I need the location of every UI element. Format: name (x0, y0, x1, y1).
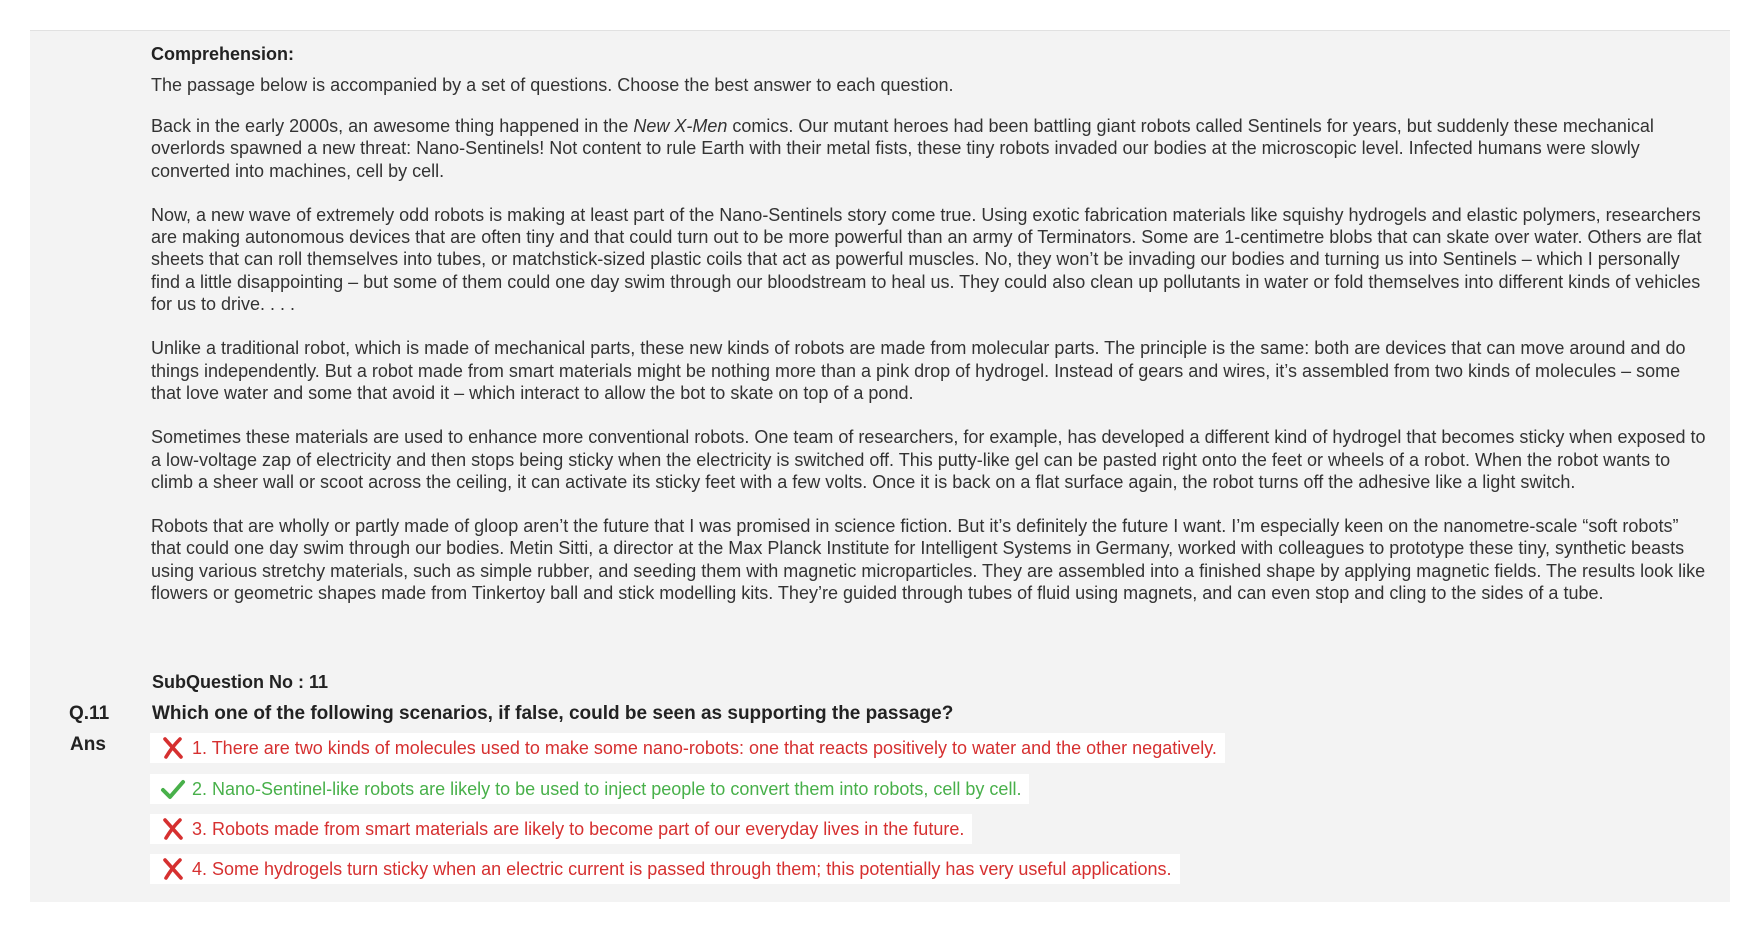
passage-instructions: The passage below is accompanied by a set of questions. Choose the best answer to each question. (151, 75, 954, 95)
comprehension-heading: Comprehension: (151, 44, 295, 64)
comic-title: New X-Men (633, 116, 728, 136)
question-text: Which one of the following scenarios, if false, could be seen as supporting the passage? (152, 703, 954, 724)
cross-icon (160, 816, 186, 842)
cross-icon (160, 856, 186, 882)
answer-option-text: 3. Robots made from smart materials are likely to become part of our everyday lives in the future. (192, 818, 965, 839)
answer-label: Ans (70, 734, 106, 755)
answer-option-2[interactable] (150, 774, 1029, 804)
answer-option-text: 1. There are two kinds of molecules used to make some nano-robots: one that reacts positively to water and the other negatively. (192, 737, 1217, 758)
answer-option-text: 4. Some hydrogels turn sticky when an electric current is passed through them; this potentially has very useful applications. (192, 858, 1172, 879)
answer-option-1[interactable] (150, 733, 1225, 763)
passage-paragraph-5: Robots that are wholly or partly made of gloop aren’t the future that I was promised in science fiction. But it’s definitely the future I want. I’m especially keen on the nanometre-scale “soft robots” that could one day swim through our bodies. Metin Sitti, a director at the Max Planck Institute for Intelligent Systems in Germany, worked with colleagues to prototype these tiny, synthetic beasts using various stretchy materials, such as simple rubber, and seeding them with magnetic microparticles. They are assembled into a finished shape by applying magnetic fields. The results look like flowers or geometric shapes made from Tinkertoy ball and stick modelling kits. They’re guided through tubes of fluid using magnets, and can even stop and cling to the sides of a tube. (151, 516, 1706, 604)
passage-paragraph-4: Sometimes these materials are used to enhance more conventional robots. One team of researchers, for example, has developed a different kind of hydrogel that becomes sticky when exposed to a low-voltage zap of electricity and then stops being sticky when the electricity is switched off. This putty-like gel can be pasted right onto the feet or wheels of a robot. When the robot wants to climb a sheer wall or scoot across the ceiling, it can activate its sticky feet with a few volts. Once it is back on a flat surface again, the robot turns off the adhesive like a light switch. (151, 427, 1706, 492)
passage-paragraph-1 (151, 115, 1711, 182)
answer-option-3[interactable] (150, 814, 972, 844)
check-icon (160, 776, 186, 802)
passage-paragraph-3: Unlike a traditional robot, which is made of mechanical parts, these new kinds of robots are made from molecular parts. The principle is the same: both are devices that can move around and do things independently. But a robot made from smart materials might be nothing more than a pink drop of hydrogel. Instead of gears and wires, it’s assembled from two kinds of molecules – some that love water and some that avoid it – which interact to allow the bot to skate on top of a pond. (151, 338, 1686, 403)
comprehension-passage (151, 43, 1711, 626)
answer-option-4[interactable] (150, 854, 1180, 884)
paragraph-1-rest: comics. Our mutant heroes had been battling giant robots called Sentinels for years, but suddenly these mechanical overlords spawned a new threat: Nano-Sentinels! Not content to rule Earth with their metal fists, these tiny robots invaded our bodies at the microscopic level. Infected humans were slowly converted into machines, cell by cell. (151, 116, 1654, 181)
subquestion-number: SubQuestion No : 11 (152, 672, 329, 692)
cross-icon (160, 735, 186, 761)
paragraph-1-start: Back in the early 2000s, an awesome thing happened in the (151, 116, 634, 136)
passage-paragraph-2: Now, a new wave of extremely odd robots is making at least part of the Nano-Sentinels story come true. Using exotic fabrication materials like squishy hydrogels and elastic polymers, researchers are making autonomous devices that are often tiny and that could turn out to be more powerful than an army of Terminators. Some are 1-centimetre blobs that can skate over water. Others are flat sheets that can roll themselves into tubes, or matchstick-sized plastic coils that act as powerful muscles. No, they won’t be invading our bodies and turning us into Sentinels – which I personally find a little disappointing – but some of them could one day swim through our bloodstream to heal us. They could also clean up pollutants in water or fold themselves into different kinds of vehicles for us to drive. . . . (151, 204, 1702, 315)
question-number: Q.11 (69, 703, 110, 724)
answer-option-text: 2. Nano-Sentinel-like robots are likely to be used to inject people to convert them into robots, cell by cell. (192, 778, 1022, 799)
